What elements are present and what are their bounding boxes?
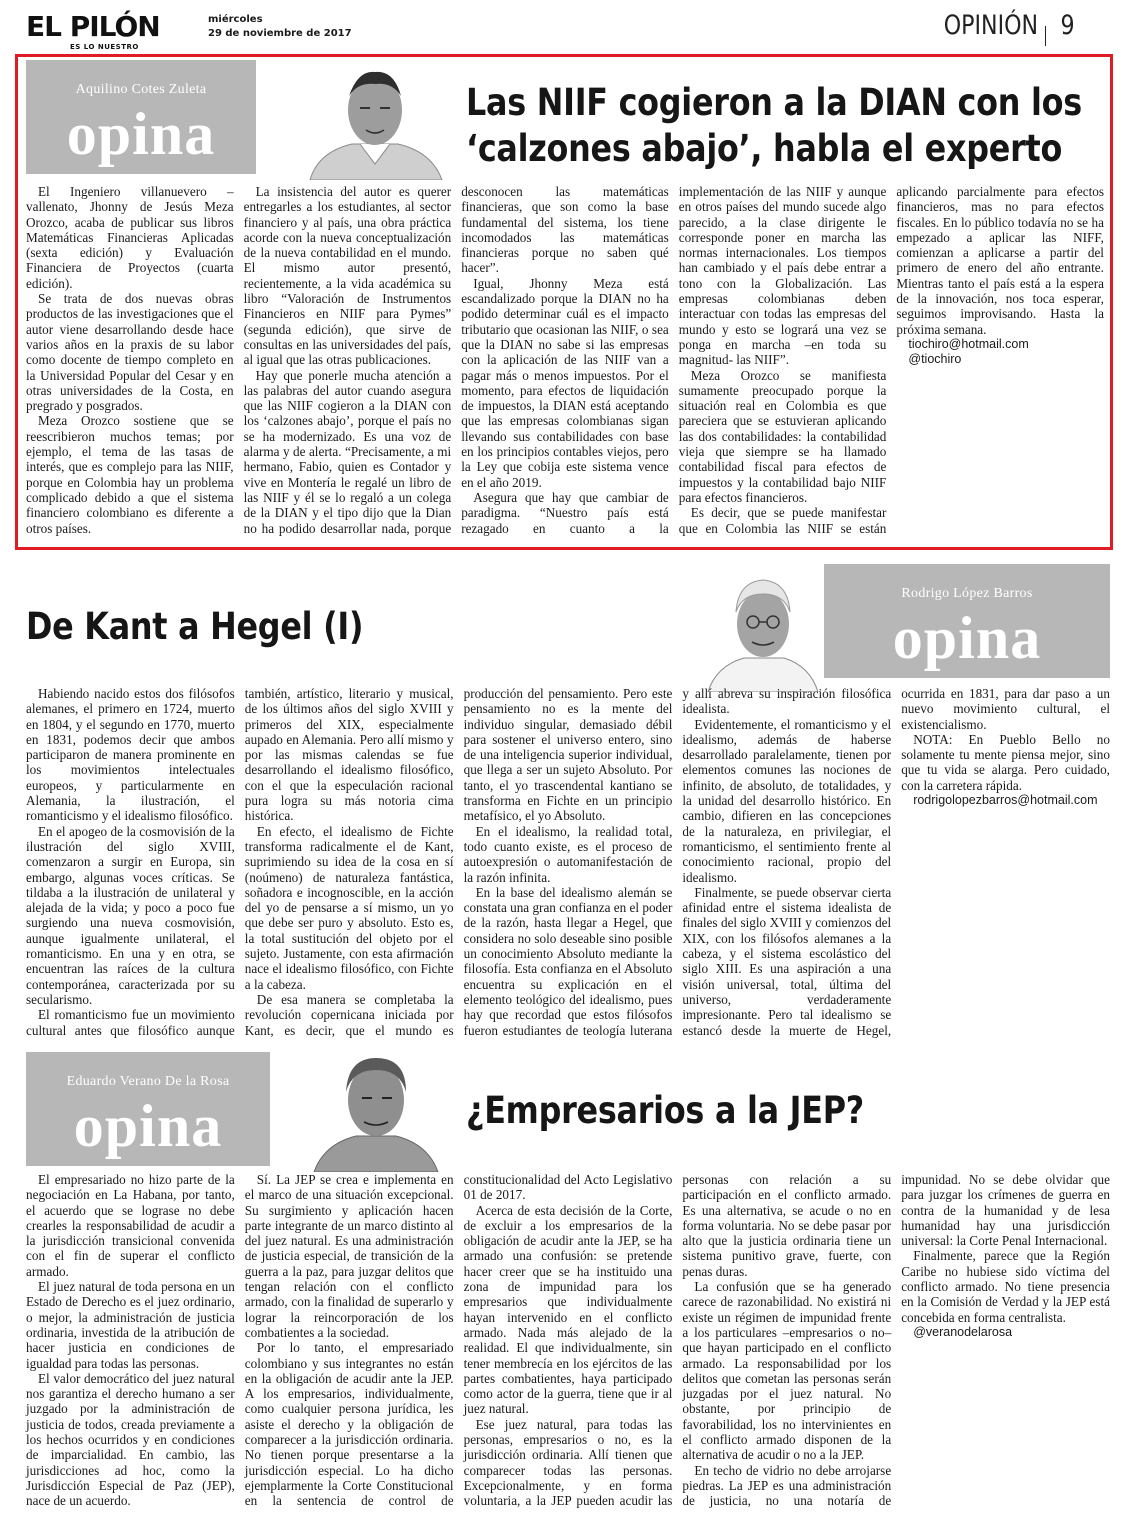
body-paragraph: El Ingeniero villanuevero – vallenato, Jhonny de Jesús Meza Orozco, acaba de publicar sus libros Matemáticas Financieras Aplicadas (sexta edición) y Evaluación Financiera de Proyectos (cuarta edición).: [26, 184, 234, 291]
issue-date: 29 de noviembre de 2017: [208, 28, 352, 39]
author-email-link[interactable]: tiochiro@hotmail.com: [908, 336, 1029, 351]
article-headline: [26, 604, 363, 650]
article-niif: [0, 54, 1128, 550]
article-kant-hegel: [0, 560, 1128, 1040]
body-paragraph: El romanticismo fue un movimiento cultural antes que filosófico aunque también, artístico, literario y musical, de los últimos años del siglo XVIII y primeros del XIX, especialmente aupado en Alemania. Pero allí mismo y por las mismas calendas se fue desarrollando el idealismo filosófico, con el que la especulación racional pura logra su más notoria cima histórica.: [26, 686, 454, 1038]
section-title: OPINIÓN: [943, 10, 1038, 41]
body-paragraph: Meza Orozco sostiene que se reescribieron muchos temas; por ejemplo, el tema de las tasas de interés, que es complejo para las NIIF, porque en Colombia hay un problema complicado debido a que el sistema financiero colombiano es diferente a otros países.: [26, 413, 234, 536]
author-portrait-icon: [300, 60, 450, 180]
body-paragraph: De esa manera se completaba la revolución copernicana iniciada por Kant, es decir, que el mundo es producción del pensamiento. Pero este pensamiento no es la mente del individuo singular, demasiado débil para sostener el universo entero, sino de una inteligencia superior individual, que llega a ser un sujeto Absoluto. Por tanto, el yo trascendental kantiano se transforma en Fichte en un principio metafísico, el yo Absoluto.: [244, 686, 673, 1038]
headline-line: ¿Empresarios a la JEP?: [466, 1089, 864, 1132]
body-paragraph: Igual, Jhonny Meza está escandalizado porque la DIAN no ha podido determinar cuál es el impacto tributario que ocasionan las NIIF, o sea que la DIAN no sabe si las empresas con la aplicación de las NIIF van a pagar más o menos impuestos. Por el momento, para efectos de liquidación de impuestos, la DIAN está aceptando que las empresas colombianas sigan llevando sus contabilidades con base en los principios contables viejos, pero la Ley que cobija este sistema vence en el año 2019.: [461, 275, 669, 490]
author-photo: [300, 1048, 450, 1172]
body-paragraph: El empresariado no hizo parte de la negociación en La Habana, por tanto, el acuerdo que se lograse no debe crearles la responsabilidad de acudir a la jurisdicción transicional convenida con el fin de superar el conflicto armado.: [26, 1172, 235, 1279]
masthead: [24, 8, 1114, 50]
body-paragraph: La insistencia del autor es querer entregarles a los estudiantes, al sector financiero y al país, una obra práctica acorde con la nueva conceptualización de la nueva contabilidad en el mundo. El mismo autor presentó, recientemente, a la vida académica su libro “Valoración de Instrumentos Financieros en NIIF para Pymes” (segunda edición), que sirve de consultas en las universidades del país, al igual que las otras publicaciones.: [243, 184, 452, 368]
body-paragraph: Asegura que hay que cambiar de paradigma. “Nuestro país está rezagado en cuanto a la implementación de las NIIF y aunque en otros países del mundo sucede algo parecido, a la clase dirigente le corresponde poner en marcha las normas internacionales. Los tiempos han cambiado y el país debe entrar a tono con la Globalización. Las empresas colombianas deben interactuar con todas las empresas del mundo y esto se logrará una vez se ponga en marcha –en toda su magnitud- las NIIF”.: [461, 184, 887, 536]
author-portrait-icon: [704, 568, 822, 692]
issue-weekday: miércoles: [208, 14, 263, 25]
body-paragraph: En la base del idealismo alemán se constata una gran confianza en el poder de la razón, hasta llegar a Hegel, que considera no solo deseable sino posible un conocimiento Absoluto mediante la filosofía. Esta confianza en el Absoluto encuentra su explicación en el elemento teológico del idealismo, pues hay que recordad que estos filósofos fueron estudiantes de teología luterana y allí abreva su inspiración filosófica idealista.: [463, 686, 892, 1038]
author-email-link[interactable]: rodrigolopezbarros@hotmail.com: [913, 793, 1098, 808]
author-twitter-link[interactable]: @tiochiro: [908, 352, 962, 367]
body-paragraph: En techo de vidrio no debe arrojarse piedras. La JEP es una administración de justicia, no una notaría de impunidad. No se debe olvidar que para juzgar los crímenes de guerra en contra de la humanidad y de lesa humanidad hay una jurisdicción universal: la Corte Penal Internacional.: [682, 1172, 1110, 1509]
body-paragraph: En el apogeo de la cosmovisión de la ilustración del siglo XVIII, comenzaron a surgir en Europa, sin embargo, algunas voces críticas. Se tildaba a la ilustración de unilateral y alejada de la vida; y poco a poco fue surgiendo una nueva cosmovisión, aunque igualmente unilateral, el romanticismo. En una y en otra, se encuentran las raíces de la cultura contemporánea, caracterizada por su secularismo.: [26, 823, 235, 1007]
section-divider: [1045, 26, 1046, 46]
body-paragraph: Hay que ponerle mucha atención a las palabras del autor cuando asegura que las NIIF cogieron a la DIAN con los ‘calzones abajo’, porque el país no se ha modernizado. Es una voz de alarma y de alerta. “Precisamente, a mi hermano, Fabio, quien es Contador y vive en Montería le regalé un libro de las NIIF y él se lo regaló a un colega de la DIAN y el tipo dijo que la Dian no ha podido desarrollar nada, porque desconocen las matemáticas financieras, que son como la base fundamental del sistema, los tiene incomodados las matemáticas financieras porque no saben qué hacer”.: [243, 184, 669, 536]
author-name: Eduardo Verano De la Rosa: [66, 1074, 230, 1089]
byline-box: [26, 60, 256, 174]
headline-line: Las NIIF cogieron a la DIAN con los: [466, 81, 1082, 124]
body-paragraph: Es decir, que se puede manifestar que en Colombia las NIIF se están aplicando parcialmente para efectos financieros, mas no para efectos fiscales. En lo público todavía no se ha empezado a aplicar las NIFF, comienzan a aplicarse a partir del primero de enero del año entrante. Mientras tanto el país está a la espera de la innovación, nos toca esperar, seguimos improvisando. Hasta la próxima semana.: [678, 184, 1104, 536]
body-paragraph: Por lo tanto, el empresariado colombiano y sus integrantes no están en la obligación de acudir ante la JEP. A los empresarios, individualmente, como cualquier persona jurídica, les asiste el derecho y la obligación de comparecer a la jurisdicción ordinaria. No tienen porque presentarse a la jurisdicción especial. Lo ha dicho ejemplarmente la Corte Constitucional en la sentencia de control de constitucionalidad del Acto Legislativo 01 de 2017.: [244, 1172, 673, 1509]
author-portrait-icon: [300, 1048, 450, 1172]
byline-box: [824, 564, 1110, 678]
author-name: Rodrigo López Barros: [901, 586, 1033, 601]
body-paragraph: La confusión que se ha generado carece de razonabilidad. No existirá ni existe un régimen de impunidad frente a los particulares –empresarios o no– que hayan participado en el conflicto armado. La responsabilidad por los delitos que cometan las personas serán juzgadas por el juez natural. No obstante, por principio de favorabilidad, los no intervinientes en el conflicto armado disponen de la alternativa de acudir o no a la JEP.: [682, 1279, 892, 1463]
body-paragraph: Evidentemente, el romanticismo y el idealismo, además de haberse desarrollado paralelamente, tienen por elementos comunes las nociones de infinito, de absoluto, de totalidades, y la unidad del desarrollo histórico. En cambio, difieren en las concepciones de la naturaleza, en privilegiar, el romanticismo, el sentimiento frente al conocimiento racional, propio del idealismo.: [682, 716, 892, 885]
body-paragraph: Ese juez natural, para todas las personas, empresarios o no, es la jurisdicción ordinaria. Allí tienen que comparecer todas las personas. Excepcionalmente, y en forma voluntaria, a la JEP pueden acudir las personas con relación a su participación en el conflicto armado. Es una alternativa, se acude o no en forma voluntaria. No se debe pasar por alto que la justicia ordinaria tiene un sistema punitivo grave, fuerte, con penas duras.: [463, 1172, 892, 1509]
body-paragraph: Se trata de dos nuevas obras productos de las investigaciones que el autor viene desarrollando desde hace varios años en la praxis de su labor como docente de tiempo completo en la Universidad Popular del Cesar y en otras universidades de la Costa, en pregrado y posgrados.: [26, 291, 234, 414]
headline-line: De Kant a Hegel (I): [26, 605, 364, 648]
headline-line: ‘calzones abajo’, habla el experto: [466, 127, 1063, 170]
article-body: [26, 184, 1104, 540]
opina-label: opina: [66, 101, 216, 167]
article-jep: [0, 1044, 1128, 1516]
body-paragraph: Habiendo nacido estos dos filósofos alemanes, el primero en 1724, muerto en 1804, y el segundo en 1770, muerto en 1831, podemos decir que ambos participaron de manera prominente en los movimientos intelectuales europeos, y particularmente en Alemania, la ilustración, el romanticismo y el idealismo filosófico.: [26, 686, 235, 824]
article-body: [26, 686, 1110, 1040]
author-name: Aquilino Cotes Zuleta: [75, 82, 207, 97]
body-paragraph: Sí. La JEP se crea e implementa en el marco de una situación excepcional. Su surgimiento y aplicación hacen parte integrante de un marco distinto al del juez natural. Es una administración de justicia especial, de transición de la guerra a la paz, para juzgar delitos que tengan relación con el conflicto armado, con la finalidad de superarlo y lograr la reincorporación de los combatientes a la sociedad.: [244, 1172, 454, 1340]
newspaper-slogan: ES LO NUESTRO: [70, 43, 139, 51]
body-paragraph: En el idealismo, la realidad total, todo cuanto existe, es el proceso de autoexpresión o automanifestación de la razón infinita.: [463, 823, 673, 885]
body-paragraph: Acerca de esta decisión de la Corte, de excluir a los empresarios de la obligación de acudir ante la JEP, se ha armado una confusión: se pretende hacer creer que se ha instituido una zona de impunidad para los empresarios que individualmente hayan intervenido en el conflicto armado. Nada más alejado de la realidad. El que individualmente, sin tener membrecía en los ejércitos de las partes combatientes, haya participado como actor de la guerra, tiene que ir al juez natural.: [463, 1202, 673, 1417]
newspaper-logo[interactable]: EL PILÓN: [26, 10, 160, 43]
body-paragraph: Finalmente, parece que la Región Caribe no hubiese sido víctima del conflicto armado. No tiene presencia en la Comisión de Verdad y la JEP está concebida en forma centralista.: [901, 1248, 1110, 1325]
author-photo: [300, 60, 450, 180]
body-paragraph: En efecto, el idealismo de Fichte transforma radicalmente el de Kant, suprimiendo su idea de la cosa en sí (noúmeno) de naturaleza fantástica, soñadora e incognoscible, en la acción del yo de pensarse a sí mismo, un yo que debe ser puro y absoluto. Esto es, la total sustitución del objeto por el sujeto. Justamente, con esta afirmación nace el idealismo filosófico, con Fichte a la cabeza.: [244, 823, 454, 992]
body-paragraph: El valor democrático del juez natural nos garantiza el derecho humano a ser juzgado por la administración de justicia de todos, creada previamente a los hechos ocurridos y en condiciones de imparcialidad. En cambio, las jurisdicciones ad hoc, como la Jurisdicción Especial de Paz (JEP), nace de un acuerdo.: [26, 1370, 235, 1509]
author-photo: [704, 568, 822, 692]
opina-label: opina: [892, 605, 1042, 671]
body-paragraph: Finalmente, se puede observar cierta afinidad entre el sistema idealista de finales del siglo XVIII y comienzos del XIX, con los filósofos alemanes a la cabeza, y el sistema escolástico del siglo XIII. Es una aspiración a una visión universal, total, última del universo, verdaderamente impresionante. Pero tal idealismo se estancó desde la muerte de Hegel, ocurrida en 1831, para dar paso a un nuevo movimiento cultural, el existencialismo.: [682, 686, 1110, 1038]
page-number: 9: [1060, 10, 1075, 41]
body-paragraph: El juez natural de toda persona en un Estado de Derecho es el juez ordinario, o mejor, la administración de justicia ordinaria, investida de la atribución de hacer justicia en condiciones de igualdad para todas las personas.: [26, 1279, 235, 1371]
body-paragraph: Meza Orozco se manifiesta sumamente preocupado porque la situación real en Colombia es que pareciera que se estuvieran aplicando las dos contabilidades: la contabilidad vieja que siempre se ha llamado contabilidad fiscal para efectos de impuestos y la contabilidad bajo NIIF para efectos financieros.: [678, 367, 887, 505]
author-note: NOTA: En Pueblo Bello no solamente tu mente piensa mejor, sino que tu vida se alarga. Pero cuidado, con la carretera rápida.: [901, 731, 1110, 793]
author-twitter-link[interactable]: @veranodelarosa: [913, 1324, 1013, 1339]
byline-box: [26, 1052, 270, 1166]
opina-label: opina: [73, 1093, 223, 1159]
article-headline: [466, 80, 1082, 172]
article-headline: [466, 1088, 864, 1134]
article-body: [26, 1172, 1110, 1512]
